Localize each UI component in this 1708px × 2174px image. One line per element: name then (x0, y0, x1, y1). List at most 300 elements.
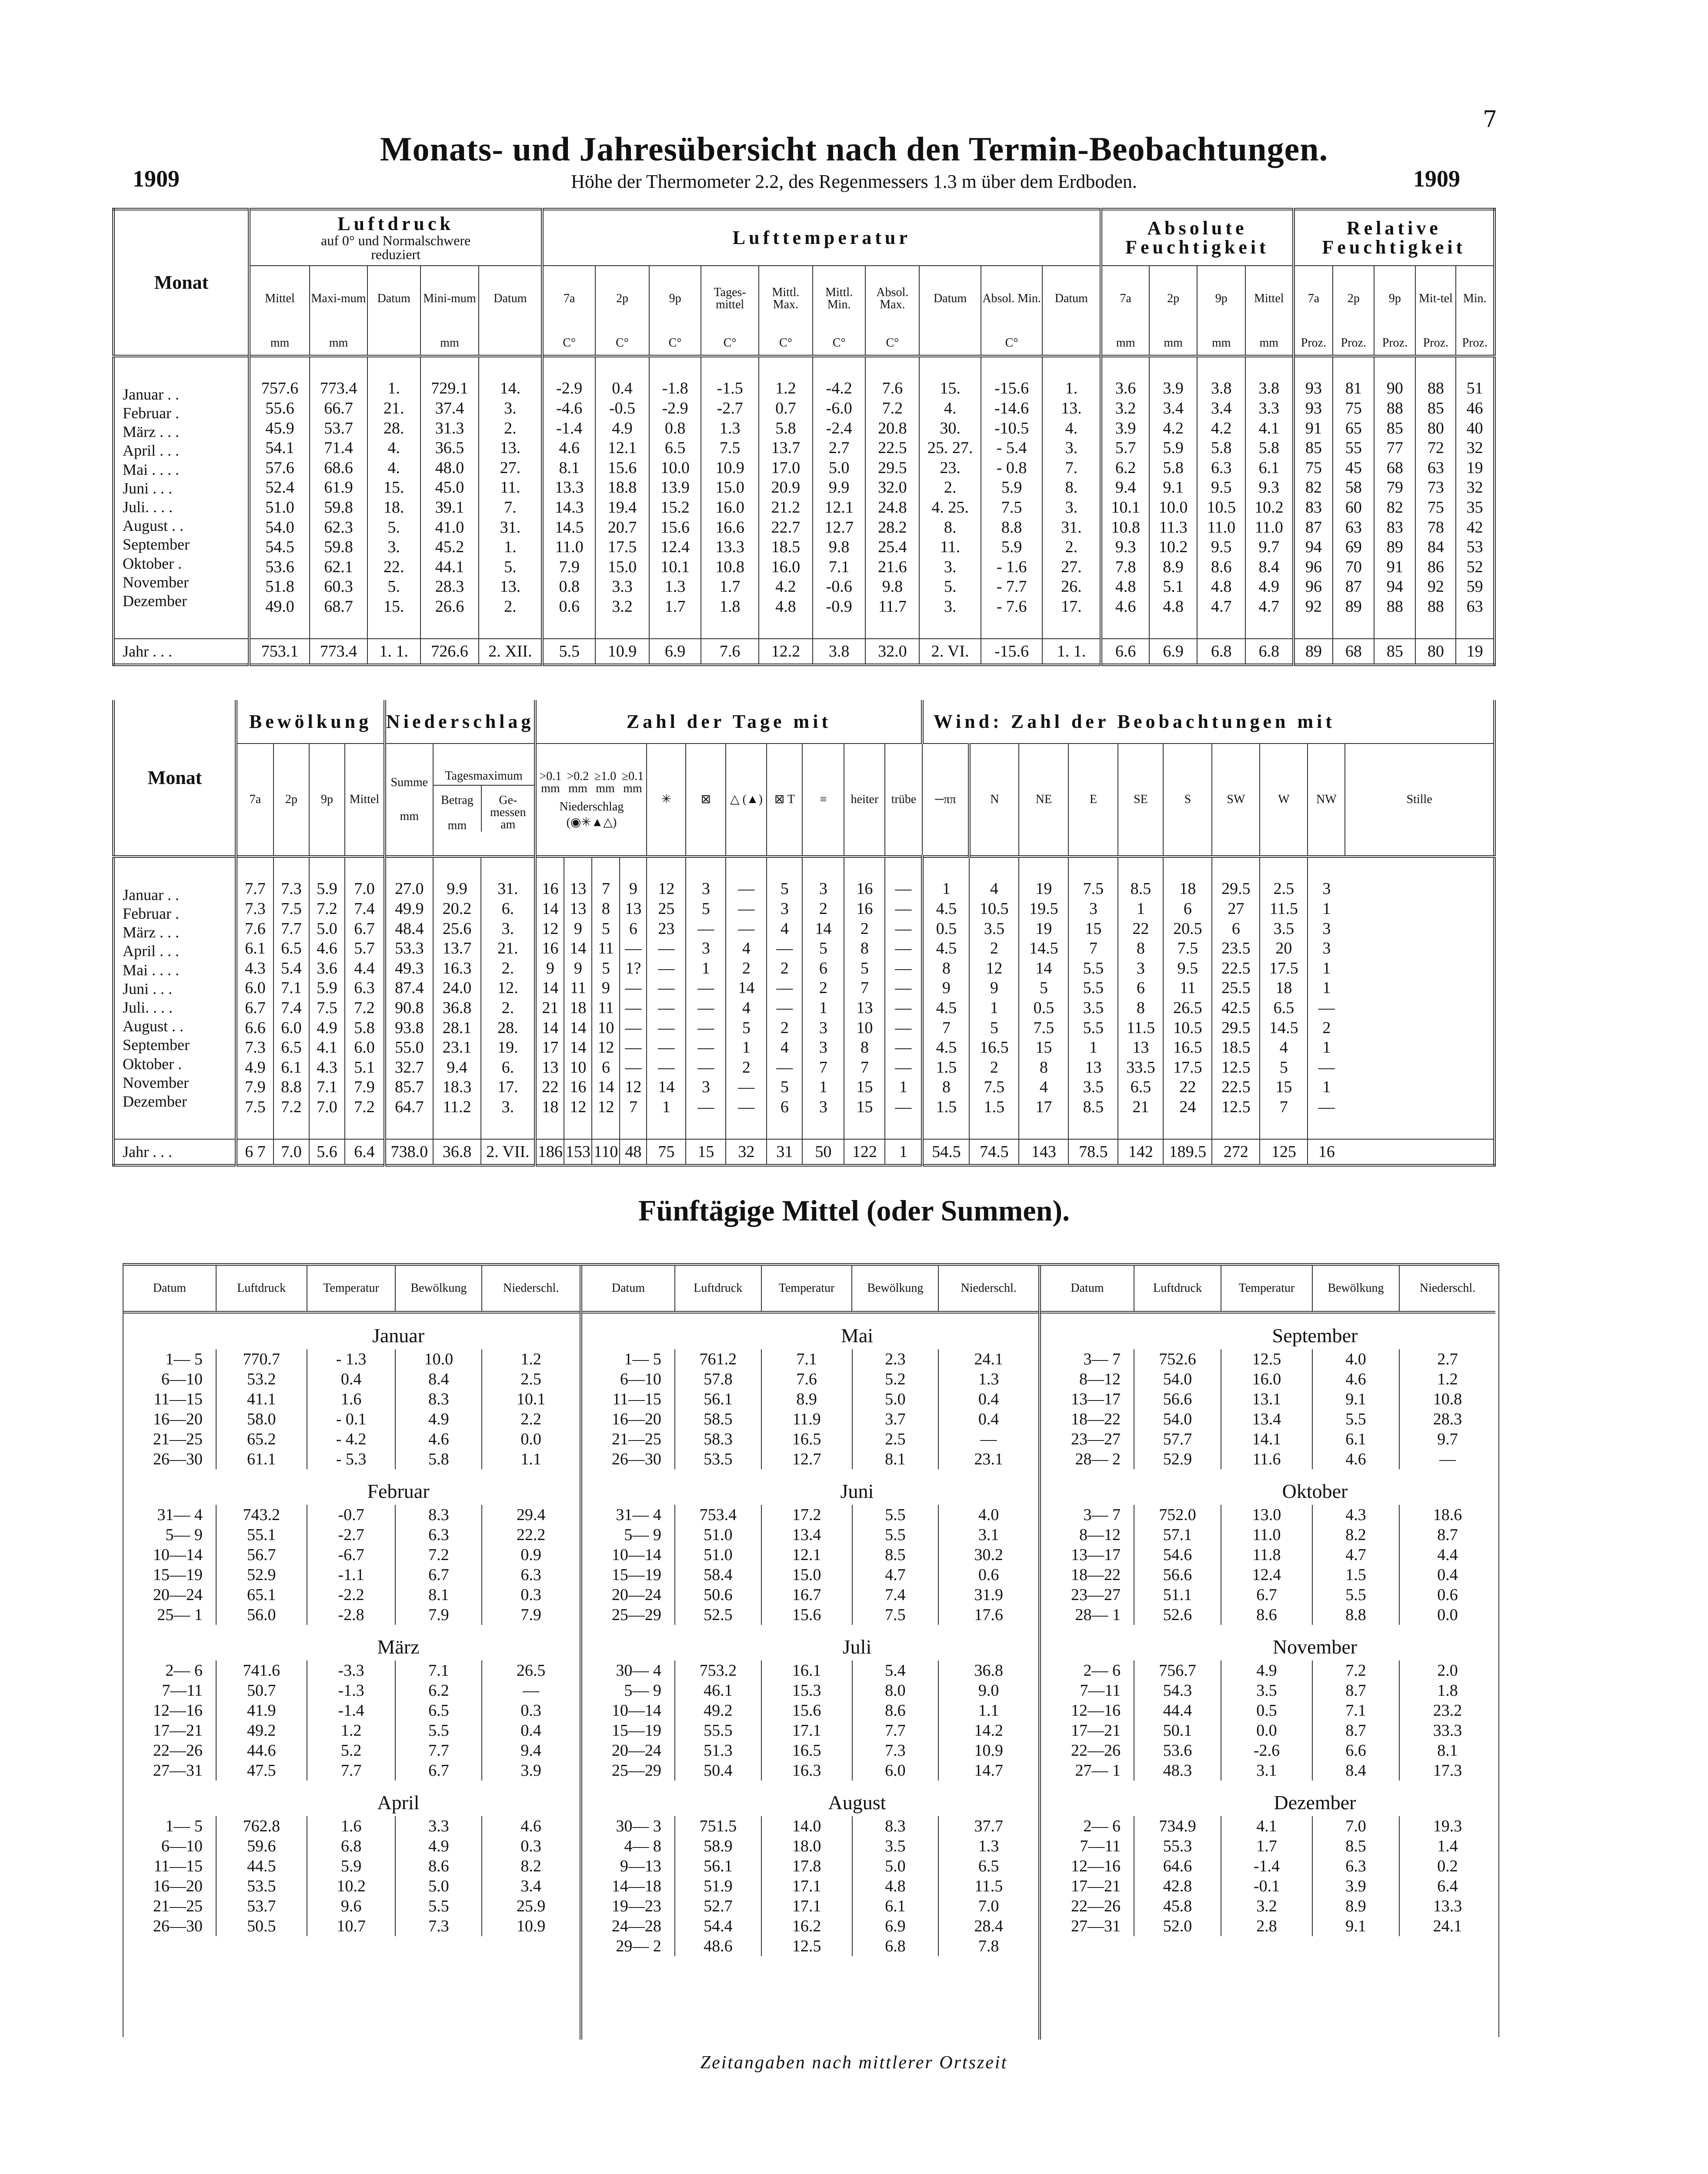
t1-column-values (1246, 379, 1292, 617)
t2-cell: 5 (990, 1018, 998, 1037)
t1-cell: 92 (1305, 597, 1322, 616)
t2-column-values (767, 879, 802, 1117)
t2-cell: 11 (1180, 979, 1196, 997)
t2-cell: 6.6 (245, 1018, 266, 1037)
month-names-column-2 (113, 857, 236, 1139)
month-heading: Juli (842, 1636, 872, 1658)
five-day-cell: 5— 9 (582, 1525, 675, 1545)
t1-cell: 37.4 (435, 399, 464, 418)
t1-cell: 13. (500, 439, 521, 457)
t1-cell: 45.0 (435, 478, 464, 497)
five-day-cell: -0.7 (307, 1505, 396, 1525)
t2-cell: 6.1 (281, 1058, 302, 1077)
t2-cell: 14 (815, 919, 832, 938)
five-day-cell: 28.4 (974, 1917, 1003, 1935)
t2-cell: 16 (856, 880, 873, 898)
t2-column-values (1019, 879, 1068, 1117)
five-day-cell: 52.5 (675, 1605, 762, 1625)
t1-col-header: Min. (1463, 291, 1487, 305)
five-day-col-header: Bewölkung (396, 1266, 482, 1311)
t1-cell: -4.2 (826, 379, 852, 398)
t1-unit: C° (865, 331, 919, 356)
t1-cell: 7.5 (719, 439, 741, 457)
t1-cell: 21.2 (771, 498, 801, 517)
t2-column-values (345, 879, 384, 1117)
five-day-cell: 23.2 (1433, 1701, 1462, 1720)
t1-cell: -10.5 (994, 419, 1029, 437)
t1-data-column (1245, 356, 1294, 639)
t2-cell: 15 (856, 1097, 873, 1116)
five-day-row (582, 1856, 1038, 1876)
five-day-cell: -1.1 (307, 1565, 396, 1585)
t1-cell: 3.3 (1258, 399, 1280, 418)
t2-data-column (535, 857, 564, 1139)
absolute-feuchtigkeit-header: Absolute Feuchtigkeit (1101, 209, 1293, 266)
t2-cell: — (895, 959, 912, 977)
luftdruck-header (249, 209, 543, 266)
five-day-cell: 27—31 (123, 1761, 217, 1781)
t1-cell: - 1.6 (996, 557, 1027, 576)
five-day-cell: 11.6 (1221, 1449, 1313, 1469)
five-day-row (123, 1429, 580, 1449)
relative-feuchtigkeit-header: Relative Feuchtigkeit (1322, 217, 1466, 258)
t2-cell: 3 (701, 939, 710, 958)
t2-cell: 4.9 (317, 1018, 337, 1037)
t1-cell: 7.5 (1001, 498, 1022, 517)
t1-cell: 68 (1386, 458, 1403, 477)
t2-cell: 7.7 (245, 880, 266, 898)
five-day-cell: 8.2 (1313, 1525, 1400, 1545)
t1-jahr-cell: 3.8 (813, 639, 866, 665)
five-day-cell: 7.7 (307, 1761, 396, 1781)
t1-cell: 8.6 (1211, 557, 1232, 576)
five-day-cell: 3.5 (1221, 1681, 1313, 1701)
five-day-cell: 17.1 (762, 1896, 853, 1916)
month-label: Juni . . . (123, 980, 173, 997)
five-day-row (1041, 1565, 1495, 1585)
t1-cell: 10.2 (1254, 498, 1284, 517)
t1-jahr-cell: 726.6 (420, 639, 479, 665)
t1-data-column (1042, 356, 1101, 639)
five-day-row (123, 1369, 580, 1389)
t2-cell: 7.9 (354, 1078, 375, 1097)
t2-cell: 12 (658, 880, 675, 898)
month-heading: März (377, 1636, 420, 1658)
t1-cell: 22.7 (771, 518, 801, 537)
t2-cell: 2 (742, 1058, 751, 1077)
t1-cell: 75 (1345, 399, 1362, 418)
t2-cell: 14 (658, 1078, 675, 1097)
five-day-cell: 9.4 (520, 1741, 541, 1760)
five-day-cell: 8.7 (1313, 1681, 1400, 1701)
t1-cell: 91 (1305, 419, 1322, 437)
five-day-cell: 0.6 (978, 1566, 999, 1584)
five-day-col-header: Temperatur (762, 1266, 853, 1311)
five-day-cell: 761.2 (675, 1349, 762, 1369)
monat-header: Monat (113, 209, 249, 356)
five-day-cell: 47.5 (217, 1761, 307, 1781)
t2-cell: 12 (597, 1038, 614, 1057)
five-day-cell: 5.5 (396, 1721, 482, 1741)
t2-data-column (345, 857, 385, 1139)
five-day-cell: 5.5 (1313, 1585, 1400, 1605)
t2-jahr-cell: 15 (686, 1139, 726, 1165)
five-day-cell: 16.3 (762, 1761, 853, 1781)
t1-cell: 11.0 (1207, 518, 1236, 537)
t1-jahr-cell: 753.1 (249, 639, 310, 665)
five-day-cell: 12.5 (1221, 1349, 1313, 1369)
t1-col-header: 7a (1294, 266, 1333, 331)
t1-data-column (1374, 356, 1415, 639)
t2-cell: — (738, 900, 755, 918)
t1-data-column (1294, 356, 1333, 639)
five-day-cell: 30— 4 (582, 1661, 675, 1681)
t2-data-column (433, 857, 481, 1139)
t2-cell: 1 (1322, 900, 1331, 918)
t1-cell: - 7.7 (996, 577, 1027, 596)
t2-cell: 14 (542, 1018, 559, 1037)
t2-cell: 3 (1089, 900, 1098, 918)
t2-cell: 3 (701, 1078, 710, 1097)
t1-column-values (368, 379, 420, 617)
five-day-row (123, 1349, 580, 1369)
five-day-cell: 27—31 (1041, 1916, 1134, 1936)
t1-cell: 21. (383, 399, 404, 418)
five-day-cell: 1.5 (1313, 1565, 1400, 1585)
five-day-row (582, 1916, 1038, 1936)
t2-cell: 15 (856, 1078, 873, 1097)
five-day-row (582, 1369, 1038, 1389)
t2-cell: 10 (570, 1058, 587, 1077)
five-day-row (1041, 1836, 1495, 1856)
t1-cell: 8. (944, 518, 957, 537)
five-day-cell: 2.2 (520, 1410, 541, 1428)
month-gap (123, 1469, 580, 1478)
t1-cell: 23. (940, 458, 961, 477)
t1-cell: 20.7 (607, 518, 637, 537)
t1-cell: 51 (1466, 379, 1483, 398)
niederschlag-thresholds (535, 744, 647, 857)
five-day-cell: 30— 3 (582, 1816, 675, 1836)
t2-column-values (592, 879, 619, 1117)
five-day-cell: 26.5 (516, 1661, 546, 1680)
five-day-cell: 45.8 (1134, 1896, 1221, 1916)
t1-cell: 4.8 (775, 597, 796, 616)
five-day-cell: 5.8 (396, 1449, 482, 1469)
t1-cell: 59.8 (324, 498, 353, 517)
t1-cell: 27. (500, 458, 521, 477)
t2-cell: 17 (542, 1038, 559, 1057)
five-day-col-header: Luftdruck (217, 1266, 307, 1311)
t2-cell: 7 (1279, 1097, 1288, 1116)
t2-cell: 12 (625, 1078, 642, 1097)
t2-cell: 7.2 (354, 1097, 375, 1116)
t1-jahr-cell: 85 (1374, 639, 1415, 665)
t1-cell: 10.0 (661, 458, 690, 477)
t1-cell: 4.2 (1211, 419, 1232, 437)
five-day-col-header: Luftdruck (1134, 1266, 1221, 1311)
five-day-cell: 53.2 (217, 1369, 307, 1389)
five-day-cell: 56.6 (1134, 1389, 1221, 1409)
t1-cell: 9.5 (1211, 538, 1232, 557)
t2-cell: 7 (601, 880, 610, 898)
five-day-cell: 7—11 (123, 1681, 217, 1701)
t2-cell: 10 (856, 1018, 873, 1037)
t1-cell: 31. (500, 518, 521, 537)
t2-cell: 7.0 (354, 880, 375, 898)
five-day-body (1041, 1314, 1495, 1945)
t1-cell: 15.0 (715, 478, 744, 497)
t1-cell: 55 (1345, 439, 1362, 457)
t1-cell: 9.3 (1258, 478, 1280, 497)
t2-cell: 7.2 (354, 999, 375, 1017)
five-day-cell: 58.5 (675, 1409, 762, 1429)
five-day-row (123, 1525, 580, 1545)
t1-cell: 48.0 (435, 458, 464, 477)
t1-column-values (596, 379, 649, 617)
five-day-cell: 5.2 (307, 1741, 396, 1761)
month-heading: Oktober (1282, 1480, 1348, 1502)
t1-cell: 69 (1345, 538, 1362, 557)
t1-cell: 5.8 (1211, 439, 1232, 457)
five-day-cell: 51.0 (675, 1525, 762, 1545)
t1-cell: 10.2 (1158, 538, 1188, 557)
t1-cell: 30. (940, 419, 961, 437)
t1-cell: 63 (1466, 597, 1483, 616)
t1-unit: C° (595, 331, 649, 356)
t1-column-values (1295, 379, 1333, 617)
five-day-cell: 50.6 (675, 1585, 762, 1605)
five-day-row (123, 1816, 580, 1836)
five-day-row (1041, 1721, 1495, 1741)
t2-cell: 5 (601, 919, 610, 938)
t1-cell: 62.3 (324, 518, 353, 537)
t1-cell: 91 (1386, 557, 1403, 576)
t2-cell: 87.4 (395, 979, 424, 997)
t2-jahr-cell: 75 (647, 1139, 686, 1165)
t1-cell: 18. (383, 498, 404, 517)
t2-cell: 7.5 (281, 900, 302, 918)
t1-cell: 5.1 (1163, 577, 1184, 596)
t2-cell: 4.3 (317, 1058, 337, 1077)
t1-unit: mm (1149, 331, 1198, 356)
t2-jahr-cell: 186 (535, 1139, 564, 1165)
t1-col-header: Datum (1042, 266, 1101, 331)
t1-cell: 15.0 (607, 557, 637, 576)
t2-cell: 13 (570, 900, 587, 918)
t1-unit: mm (249, 331, 310, 356)
t1-data-column (1101, 356, 1149, 639)
t1-cell: 4. (387, 458, 400, 477)
t2-cell: 1 (942, 880, 951, 898)
five-day-cell: 48.3 (1134, 1761, 1221, 1781)
five-day-block (582, 1266, 1041, 2040)
month-label: Mai . . . . (123, 961, 179, 979)
five-day-cell: 0.0 (520, 1430, 541, 1448)
five-day-cell: 7—11 (1041, 1836, 1134, 1856)
five-day-cell: 21—25 (123, 1429, 217, 1449)
t1-unit: C° (813, 331, 866, 356)
five-day-row (123, 1409, 580, 1429)
t1-cell: 85 (1305, 439, 1322, 457)
t1-cell: 45.2 (435, 538, 464, 557)
t1-cell: 18.8 (607, 478, 637, 497)
five-day-body (123, 1314, 580, 1945)
t2-cell: 5.9 (317, 880, 337, 898)
five-day-cell: 57.1 (1134, 1525, 1221, 1545)
five-day-cell: 5.5 (853, 1525, 939, 1545)
t1-cell: 29.5 (878, 458, 907, 477)
t1-column-values (310, 379, 367, 617)
five-day-row (1041, 1605, 1495, 1625)
t1-cell: 19 (1466, 458, 1483, 477)
t2-cell: 1 (1322, 1038, 1331, 1057)
t2-cell: 7 (860, 979, 869, 997)
t1-data-column (1456, 356, 1494, 639)
hail-icon: △ (▲) (726, 744, 767, 857)
five-day-cell: 4.8 (853, 1876, 939, 1896)
t1-cell: 1.3 (719, 419, 741, 437)
five-day-cell: 4.6 (1313, 1449, 1400, 1469)
t2-cell: 16 (542, 939, 559, 958)
t2-jahr-cell: 122 (844, 1139, 885, 1165)
five-day-cell: 17.1 (762, 1876, 853, 1896)
t1-cell: 12.1 (607, 439, 637, 457)
t2-cell: 42.5 (1221, 999, 1251, 1017)
t1-cell: 17.0 (771, 458, 801, 477)
t1-cell: 20.8 (878, 419, 907, 437)
month-gap (123, 1781, 580, 1789)
five-day-cell: 8.4 (1313, 1761, 1400, 1781)
five-day-cell: 14.1 (1221, 1429, 1313, 1449)
t1-cell: 68.7 (324, 597, 353, 616)
t2-cell: — (738, 919, 755, 938)
month-gap (1041, 1625, 1495, 1634)
t2-cell: 5.1 (354, 1058, 375, 1077)
five-day-cell: 13.4 (762, 1525, 853, 1545)
five-day-row (582, 1836, 1038, 1856)
five-day-cell: 7.2 (1313, 1661, 1400, 1681)
t2-cell: 5.0 (317, 919, 337, 938)
t1-data-column (249, 356, 310, 639)
t1-data-column (1415, 356, 1456, 639)
wind-header: Wind: Zahl der Beobachtungen mit (933, 710, 1336, 732)
month-gap (1041, 1469, 1495, 1478)
t2-column-values (844, 879, 884, 1117)
t1-cell: 2. (1065, 538, 1078, 557)
t1-cell: 89 (1345, 597, 1362, 616)
t1-unit: mm (420, 331, 479, 356)
t1-unit (919, 331, 981, 356)
t2-cell: 9 (546, 959, 554, 977)
t2-jahr-cell: 6 7 (236, 1139, 274, 1165)
t1-unit: Proz. (1415, 331, 1456, 356)
t2-cell: — (658, 1018, 675, 1037)
t2-cell: — (697, 919, 714, 938)
t1-cell: 7.2 (882, 399, 903, 418)
t2-cell: 4.4 (354, 959, 375, 977)
t1-cell: 60 (1345, 498, 1362, 517)
five-day-cell: 5.5 (396, 1896, 482, 1916)
t2-cell: 2 (780, 1018, 789, 1037)
five-day-cell: 9.1 (1313, 1389, 1400, 1409)
t2-cell: 1.5 (984, 1097, 1005, 1116)
five-day-cell: 5— 9 (582, 1681, 675, 1701)
t1-data-column (981, 356, 1043, 639)
five-day-cell: -2.2 (307, 1585, 396, 1605)
t1-cell: -6.0 (826, 399, 852, 418)
t1-unit: mm (1197, 331, 1245, 356)
t2-data-column (767, 857, 802, 1139)
five-day-cell: 21—25 (123, 1896, 217, 1916)
five-day-cell: 3.5 (853, 1836, 939, 1856)
month-label: Dezember (123, 592, 187, 610)
five-day-row (1041, 1369, 1495, 1389)
t2-cell: — (895, 900, 912, 918)
t2-jahr-cell: 110 (592, 1139, 620, 1165)
five-day-cell: 36.8 (974, 1661, 1003, 1680)
five-day-cell: 8.3 (396, 1389, 482, 1409)
five-day-row (123, 1761, 580, 1781)
t1-cell: 70 (1345, 557, 1362, 576)
t1-data-column (701, 356, 759, 639)
five-day-row (1041, 1449, 1495, 1469)
five-day-cell: -3.3 (307, 1661, 396, 1681)
wind-dir-header: N (969, 744, 1019, 857)
five-day-row (582, 1701, 1038, 1721)
t2-cell: 1.5 (936, 1097, 957, 1116)
five-day-row (1041, 1409, 1495, 1429)
t1-cell: 8.1 (559, 458, 580, 477)
month-label: August . . (123, 517, 184, 535)
five-day-cell: 0.6 (1437, 1586, 1458, 1604)
five-day-cell: 2.3 (853, 1349, 939, 1369)
t1-column-values (866, 379, 919, 617)
month-label: Dezember (123, 1092, 187, 1110)
t2-cell: 18 (1275, 979, 1292, 997)
five-day-cell: 54.0 (1134, 1369, 1221, 1389)
five-day-row (123, 1565, 580, 1585)
t1-col-header: Mini-mum (420, 266, 479, 331)
t2-cell: 3 (819, 1097, 827, 1116)
threshold-label: >0.2 mm (567, 770, 589, 795)
five-day-cell: -1.4 (1221, 1856, 1313, 1876)
t2-cell: 15 (1035, 1038, 1052, 1057)
five-day-row (1041, 1701, 1495, 1721)
month-label: April . . . (123, 942, 179, 960)
t2-cell: 18.5 (1221, 1038, 1251, 1057)
t2-column-values (564, 879, 591, 1117)
t2-cell: — (697, 1058, 714, 1077)
five-day-cell: 6.2 (396, 1681, 482, 1701)
t1-cell: 52 (1466, 557, 1483, 576)
month-label: Oktober . (123, 554, 182, 572)
t2-cell: 6 (629, 919, 637, 938)
t2-cell: 10.5 (1173, 1018, 1202, 1037)
five-day-cell: 52.6 (1134, 1605, 1221, 1625)
t2-cell: 53.3 (395, 939, 424, 958)
t2-cell: 18 (542, 1097, 559, 1116)
five-day-cell: 1.2 (307, 1721, 396, 1741)
t1-cell: 13.7 (771, 439, 801, 457)
five-day-cell: 6.7 (1221, 1585, 1313, 1605)
t2-cell: 6 (1136, 979, 1145, 997)
t1-cell: 7. (504, 498, 517, 517)
t2-cell: 3 (819, 880, 827, 898)
t1-cell: 27. (1061, 557, 1082, 576)
t1-cell: 62.1 (324, 557, 353, 576)
niederschlag-header: Niederschlag (385, 700, 535, 744)
